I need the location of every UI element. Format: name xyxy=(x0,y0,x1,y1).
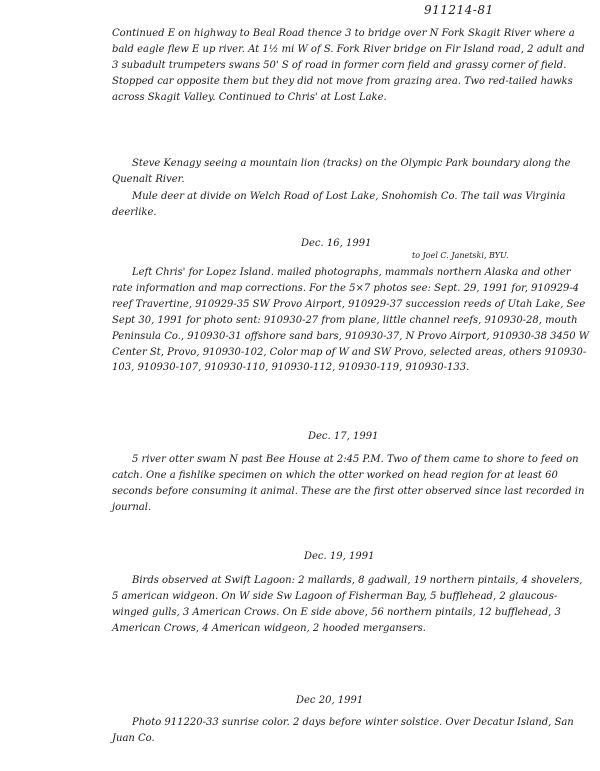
entry-4-date: Dec 20, 1991 xyxy=(296,695,364,706)
entry-3-date: Dec. 19, 1991 xyxy=(304,551,375,562)
entry-0-paragraph-2: Mule deer at divide on Welch Road of Lost Lake, Snohomish Co. The tail was Virginia deerlike. xyxy=(112,191,566,218)
entry-1-paragraph-0: Left Chris' for Lopez Island. mailed photographs, mammals northern Alaska and other rate information and map corrections. For the 5×7 photos see: Sept. 29, 1991 for, 910929-4 reef Travertine, 910929-35 SW Provo Airport, 910929-37 succession reeds of Utah Lake, See Sept 30, 1991 for photo sent: 910930-27 from plane, little channel reefs, 910930-28, mouth Peninsula Co., 910930-31 offshore sand bars, 910930-37, N Provo Airport, 910930-38 3450 W Center St, Provo, 910930-102, Color map of W and SW Provo, selected areas, others 910930-103, 910930-107, 910930-110, 910930-112, 910930-119, 910930-133. xyxy=(112,267,590,374)
page-number: 911214-81 xyxy=(424,3,494,17)
entry-2-paragraph-0: 5 river otter swam N past Bee House at 2:45 P.M. Two of them came to shore to feed on catch. One a fishlike specimen on which the otter worked on head region for at least 60 seconds before consuming it animal. These are the first otter observed since last recorded in journal. xyxy=(112,454,585,513)
entry-1-note: to Joel C. Janetski, BYU. xyxy=(412,251,509,260)
entry-1-date: Dec. 16, 1991 xyxy=(301,238,372,249)
entry-0-paragraph-0: Continued E on highway to Beal Road thence 3 to bridge over N Fork Skagit River where a bald eagle flew E up river. At 1½ mi W of S. Fork River bridge on Fir Island road, 2 adult and 3 subadult trumpeters swans 50' S of road in former corn field and grassy corner of field. Stopped car opposite them but they did not move from grazing area. Two red-tailed hawks across Skagit Valley. Continued to Chris' at Lost Lake. xyxy=(112,28,585,103)
entry-4-paragraph-0: Photo 911220-33 sunrise color. 2 days before winter solstice. Over Decatur Island, San Juan Co. xyxy=(112,717,574,744)
entry-0-paragraph-1: Steve Kenagy seeing a mountain lion (tracks) on the Olympic Park boundary along the Quenalt River. xyxy=(112,158,571,185)
entry-3-paragraph-0: Birds observed at Swift Lagoon: 2 mallards, 8 gadwall, 19 northern pintails, 4 shovelers, 5 american widgeon. On W side Sw Lagoon of Fisherman Bay, 5 bufflehead, 2 glaucous-winged gulls, 3 American Crows. On E side above, 56 northern pintails, 12 bufflehead, 3 American Crows, 4 American widgeon, 2 hooded mergansers. xyxy=(112,575,583,634)
entry-2-date: Dec. 17, 1991 xyxy=(308,431,379,442)
